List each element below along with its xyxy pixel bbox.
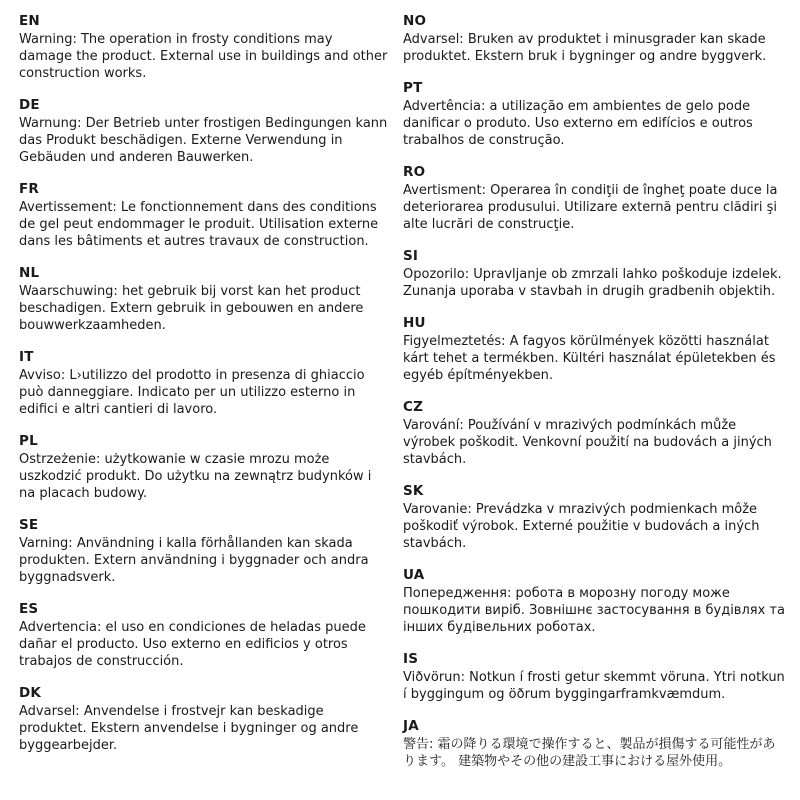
warning-text: Opozorilo: Upravljanje ob zmrzali lahko poškoduje izdelek. Zunanja uporaba v stavbah in drugih gradbenih objektih. — [403, 267, 782, 299]
warning-text: Waarschuwing: het gebruik bij vorst kan het product beschadigen. Extern gebruik in gebouwen en andere bouwwerkzaamheden. — [19, 284, 364, 333]
warning-text: Varning: Användning i kalla förhållanden kan skada produkten. Extern användning i byggnader och andra byggnadsverk. — [19, 536, 369, 585]
warning-block-cz — [403, 399, 788, 468]
language-code: UA — [403, 567, 425, 583]
warning-block-ro — [403, 164, 788, 233]
language-code: CZ — [403, 399, 424, 415]
warning-text: Avviso: L›utilizzo del prodotto in presenza di ghiaccio può danneggiare. Indicato per un utilizzo esterno in edifici e altri cantieri di lavoro. — [19, 368, 365, 417]
language-code: JA — [403, 718, 419, 734]
warning-text: Advarsel: Bruken av produktet i minusgrader kan skade produktet. Ekstern bruk i bygninger og andre byggverk. — [403, 32, 767, 64]
warning-block-is — [403, 651, 788, 703]
language-code: HU — [403, 315, 426, 331]
warning-block-fr — [19, 181, 389, 250]
warning-block-sk — [403, 483, 788, 552]
warning-text: Advarsel: Anvendelse i frostvejr kan beskadige produktet. Ekstern anvendelse i bygninger og andre byggearbejder. — [19, 704, 359, 753]
warning-text: Warning: The operation in frosty conditions may damage the product. External use in buildings and other construction works. — [19, 32, 388, 81]
warning-block-pt — [403, 80, 788, 149]
language-code: ES — [19, 601, 39, 617]
language-code: NL — [19, 265, 40, 281]
language-code: IS — [403, 651, 419, 667]
warning-block-se — [19, 517, 389, 586]
language-code: PL — [19, 433, 38, 449]
warning-text: 警告: 霜の降りる環境で操作すると、製品が損傷する可能性があります。 建築物やその他の建設工事における屋外使用。 — [403, 737, 776, 769]
language-code: FR — [19, 181, 40, 197]
language-code: SK — [403, 483, 424, 499]
warning-block-de — [19, 97, 389, 166]
warning-block-ja — [403, 718, 788, 770]
left-column — [19, 13, 389, 769]
language-code: IT — [19, 349, 34, 365]
language-code: NO — [403, 13, 427, 29]
warning-text: Viðvörun: Notkun í frosti getur skemmt vöruna. Ytri notkun í byggingum og öðrum byggingarframkvæmdum. — [403, 670, 785, 702]
language-code: EN — [19, 13, 40, 29]
warning-text: Avertissement: Le fonctionnement dans des conditions de gel peut endommager le produit. Utilisation externe dans les bâtiments et autres travaux de construction. — [19, 200, 379, 249]
warning-block-ua — [403, 567, 788, 636]
warning-block-es — [19, 601, 389, 670]
warning-block-hu — [403, 315, 788, 384]
warning-text: Ostrzeżenie: użytkowanie w czasie mrozu może uszkodzić produkt. Do użytku na zewnątrz budynków i na placach budowy. — [19, 452, 372, 501]
warning-text: Varování: Používání v mrazivých podmínkách může výrobek poškodit. Venkovní použití na budovách a jiných stavbách. — [403, 418, 772, 467]
warning-text: Advertência: a utilização em ambientes de gelo pode danificar o produto. Uso externo em edifícios e outros trabalhos de construção. — [403, 99, 753, 148]
warning-text: Figyelmeztetés: A fagyos körülmények közötti használat kárt tehet a termékben. Kültéri használat épületekben és egyéb építményekben. — [403, 334, 776, 383]
warning-block-no — [403, 13, 788, 65]
language-code: DK — [19, 685, 42, 701]
language-code: RO — [403, 164, 426, 180]
warning-text: Varovanie: Prevádzka v mrazivých podmienkach môže poškodiť výrobok. Externé použitie v budovách a iných stavbách. — [403, 502, 760, 551]
warning-block-it — [19, 349, 389, 418]
language-code: PT — [403, 80, 423, 96]
language-code: SE — [19, 517, 39, 533]
language-code: SI — [403, 248, 419, 264]
warning-text: Advertencia: el uso en condiciones de heladas puede dañar el producto. Uso externo en edificios y otros trabajos de construcción. — [19, 620, 366, 669]
warning-text: Warnung: Der Betrieb unter frostigen Bedingungen kann das Produkt beschädigen. Externe Verwendung in Gebäuden und anderen Bauwerken. — [19, 116, 388, 165]
warning-block-nl — [19, 265, 389, 334]
warning-text: Попередження: робота в морозну погоду може пошкодити виріб. Зовнішнє застосування в будівлях та інших будівельних роботах. — [403, 586, 785, 635]
warning-text: Avertisment: Operarea în condiţii de îngheţ poate duce la deteriorarea produsului. Utilizare externă pentru clădiri şi alte lucrări de construcţie. — [403, 183, 778, 232]
warning-block-si — [403, 248, 788, 300]
warning-block-dk — [19, 685, 389, 754]
warning-block-en — [19, 13, 389, 82]
right-column — [403, 13, 788, 785]
warning-block-pl — [19, 433, 389, 502]
language-code: DE — [19, 97, 40, 113]
